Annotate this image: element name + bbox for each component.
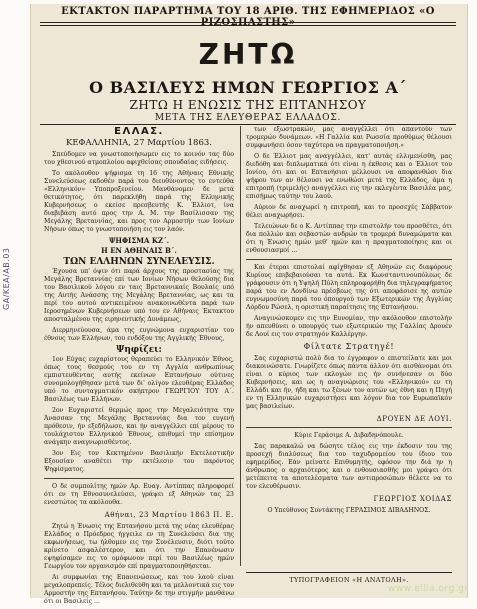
section-rule (246, 427, 452, 428)
masthead-rule-top-2 (40, 25, 456, 26)
article: 2ον Ευχαριστεί θερμώς προς την Μεγαλειότητα την Άνασσαν της Μεγάλης Βρεταννίας δια τον ευγενή πρόθεσιν, ήν εξεδήλωσε, και ήν αναγγέλλει επί μέρους το τουλάχιστον Ελληνικού Έθνους, επιθυμεί την επίσημον ανάγκην αναγνωρισθέντος. (44, 407, 234, 446)
paragraph: των εξωστρακών, μας αναγγέλλει ότι απαντούν των τρομερών δυνάμεων. «Η Γαλλία και Ρωσσία προθύμως θέλουσι συμφωνήσει όσον ταχύτερα να πραγματοποιήση.» (246, 126, 452, 149)
union-line: ΖΗΤΩ Η ΕΝΩΣΙΣ ΤΗΣ ΕΠΤΑΝΗΣΟΥ (129, 98, 367, 112)
letter-signature: ΔΡΟΥΕΝ ΔΕ ΛΟΥΙ. (376, 415, 452, 423)
assembly-heading: ΤΩΝ ΕΛΛΗΝΩΝ ΣΥΝΕΛΕΥΣΙΣ. (63, 257, 215, 267)
article: 1ον Εύχας ευχαρίστους θεραπεύει το Ελληνικόν Έθνος, όπως τους θεσμούς του εν τη Αγγλία ανθρωπίνως εμπιστευθέντας αυτής εκείνων Επτανήσων ούτινες συνομολογήθησαν μετά των δι' ολίγον ελευθέρας Ελλάδος υπό το συνταγματικόν σκήπτρον ΓΕΩΡΓΙΟΥ ΤΟΥ Α΄. Βασιλέως των Ελλήνων. (44, 356, 234, 403)
paragraph: Σπεύδομεν να γνωστοποιήσωμεν εις το κοινόν τας δύο του χθεσινού ατμοπλοίου αφιχθείσας σπουδαίας ειδήσεις. (44, 151, 234, 166)
column-divider (240, 126, 241, 566)
printer-line: ΤΥΠΟΓΡΑΦΕΙΟΝ «Η ΑΝΑΤΟΛΗ». (289, 576, 409, 584)
paragraph: Διερμηνεύουσα, άμα της ευγνώμονα ευχαριστίαν του έθνους των Ελλήνων, του ενδόξου της Αγγλικής Έθνους, (44, 327, 234, 342)
section-rule (246, 259, 452, 260)
letter-signature-2: ΓΕΩΡΓΙΟΣ ΧΟΙΔΑΣ (373, 495, 452, 503)
paragraph: Και έτεραι επιστολαί αφίχθησαν εξ Αθηνών εις διαφόρους Κυρίους επιβεβαιούσαι τα αυτά. Εκ Κωνσταντινουπόλεως δε γράφουσιν ότι η Υψηλή Πύλη επληροφορήθη δια τηλεγραφήματος παρά του εν Λονδίνω πρέσβεως της ότι αποφάσισε ης αυτών ευγνωμοσύνη παρά του όπουργού των Εξωτερικών της Αγγλίας Λόρδου Ρώσελ, η οριστική παραίτησις της Επτανήσου. (246, 264, 452, 311)
paragraph: Το ακόλουθον ψήφισμα τη 16 της Αθήναις Εθνικής Συνελεύσεως εκδοθέν παρά του διευθύνοντος το εντεύθα «Ελληνικόν» Υποπροξενείου. Μανθάνομεν δε μετά θετικότητος, ότι παρεκλήθη παρά της Ελληνικής Κυβερνήσεως ο εκείσε πρεσβευτής Κ. Έλλιοτ, ίνα διαβιβάση αυτό προς την Α. Μ. την Βασίλισσαν της Μεγάλης Βρεταννίας, και προς τον Αρμοστήν των Ιονίων Νήσων όπως το γνωστοποιήση εις τον λαόν. (44, 170, 234, 233)
letter-address: Φίλτατε Στρατηγέ! (303, 342, 395, 351)
section-heading-ellas: ΕΛΛΑΣ. (114, 126, 164, 137)
publisher-line: Ο Υπεύθυνος Συντάκτης ΓΕΡΑΣΙΜΟΣ ΔΙΒΑΔΗΝΟΣ. (267, 507, 431, 514)
paragraph: Τελειώνων δε ο Κ. Αντίππας την επιστολήν του προσθέτει, ότι δια πολλών και σεβαστών ανδρών τα τρομερά δυναμώματα και ότι η Ένωσις ημών μεθ' ημών και η πραγματοποίησις και οι ενθουσιασμοί ... (246, 223, 452, 254)
paragraph: Ο δε συμπολίτης ημών Αρ. Ευαγ. Αντίππας πληροφορεί ότι εν τη Εθνοσυνελεύσει, γράψει εξ Αθηνών τας 23 ενεστώτος τα ακόλουθα. (44, 483, 234, 506)
assembly-line: Η ΕΝ ΑΘΗΝΑΙΣ Β΄. (101, 246, 177, 255)
section-rule (44, 478, 234, 479)
paragraph: Σας ευχαριστώ πολύ δια το έγγραφον ο επιστείλατε και μοι διακοινώσατε. Γνωρίζετε όπως πάντα άλλον ότι αισθάνομαι ότι είναι ο κύριος των εκλογών εις ήν συνήνεσαν οι δύο Κυβερνήσεις, και ως η αναγνώρισις του «Ελληνικού» εν τη Ελλάδι και ήν, ήδη και τω ξένων τον αυτών ως έθνη και η Πηγή εν τη Ελληνικών ευχαριστήσει και λόγον δια τον Ευρωπαϊκόν μας βασιλείων. (246, 355, 452, 410)
paragraph: Αύριον δε αναχωρεί η επιτροπή, και το προσεχές Σάββατον θέλει αναχωρήσει. (246, 204, 452, 219)
right-column (246, 126, 452, 518)
supplement-line: ΕΚΤΑΚΤΟΝ ΠΑΡΑΡΤΗΜΑ ΤΟΥ 18 ΑΡΙΘ. ΤΗΣ ΕΦΗΜΕΡΙΔΟΣ «Ο ΡΙΖΟΣΠΑΣΤΗΣ» (61, 6, 435, 28)
archive-margin-note: GA/KEA/ΑΒ.03 (2, 247, 11, 310)
article: 3ον Εις τον Κεκτημένον Βασιλικήν Εκτελεστικήν Εξουσίαν αναθέτει την εκτέλεσιν του παρόντος Ψηφίσματος. (44, 450, 234, 473)
watermark: www.ellia.org.gr (388, 584, 469, 594)
left-column (44, 126, 234, 609)
masthead-title: ΖΗΤΩ (198, 38, 298, 71)
union-subline: ΜΕΤΑ ΤΗΣ ΕΛΕΥΘΕΡΑΣ ΕΛΛΑΔΟΣ. (154, 113, 342, 123)
paragraph: Αι συμφωνίαι της Επανενώσεως, και του λαού είναι μεγαλοπρεπείς. Τέλος διελιθεύθη και τα μελλοντικά εις τον Αρμοστήν της Επτανήσου. Ταύτην δε την στιγμήν μανθάνω ότι οι Βασιλείς ... (44, 574, 234, 605)
paragraph: Έχουσα υπ' όψιν ότι παρά άρχους της προστασίας της Μεγάλης Βρεταννίας επί των Ιονίων Νήσων θελούσης δια του Βασιλικού λόγου εν ταις Βρεταννικαίς Βουλαίς υπό της Αυτής Ανάσσης της Μεγάλης Βρεταννίας, ως και τα περί του αυτού αντικειμένου ανακοινωθέντα παρά των Ιεροσημένων Κυβερνήσεων υπό του εν Αθήναις Έκτακτου αποσταλμένου της ειρηνευτικής Δυνάμεως, (44, 268, 234, 323)
paragraph: Ο δε Έλλιοτ μας αναγγέλλει, κατ' αυτάς ελλιμενίσθη, μας διεδόθη και διπλωματικά ότι είναι η έκθεσις και ο Έλλιοτ του Ιονίου, ότι και οι Επτανήσιοι μέλλουσι να αποφανθώσι δια ψήφου των αν θέλουσι να ενωθώσι μετά της Ελλάδος, άμα η επιτροπή (τριμελής) αναγγέλλει εις την εκλεγέντα Βασιλέα μας, επισήμως ταύτην του λαού. (246, 153, 452, 200)
resolves-heading: Ψηφίζει: (116, 345, 162, 355)
king-line: Ο ΒΑΣΙΛΕΥΣ ΗΜΩΝ ΓΕΩΡΓΙΟΣ Α΄ (89, 78, 407, 97)
letter-address-2: Κύριε Γεράσιμε Α. Διβαδηνόπουλε. (294, 432, 404, 439)
dateline: ΚΕΦΑΛΛΗΝΙΑ, 27 Μαρτίου 1863. (65, 138, 212, 148)
paragraph: Αναγινώσκομεν εις την Ευνομίαν, την ακόλουθον επιστολήν ήν απευθύνει ο υπουργός των εξωτερικών της Γαλλίας Δρουέν δε Λουί εις τον στρατηγόν Καλλέργην. (246, 315, 452, 338)
letter-date: Αθήναι, 23 Μαρτίου 1863 Π. Ε. (104, 511, 234, 519)
paragraph: Ζητώ η Ένωσις της Επτανήσου μετά της νέας ελευθέρας Ελλάδος ο Πρόεδρος ήγγειλε εν τη Συνελεύσει δια της εκφωνήσεως, τω ήλθομεν εις την Συνέλευσιν, διότι τούτο κρίνετο ασφαλέστερον, και ότι την Επανένωσιν εψηφίσαμεν εις το ομόφωνον περί του Βασιλέως ημών Γεωργίου τον οργανισμόν επί πραγματοποιηθήσεται. (44, 523, 234, 570)
masthead-rule-bottom (40, 124, 456, 125)
paragraph: Σας παρακαλώ να δώσητε τέλος εις την έκδοσιν του της προσεχή διαλύσεως δια του ταχυδρομείου του ίδιου του εφημερίδος. Εάν μείνατε Επιθυμητής, εφόσον την διά ην η άνθρωπος ο αρχαιότερος και ο ενθουσιασθής μοι γράψει ότι μετέπειτα τα αποτελέσματα των αντιπροσώπων θέλετε να το τον ελευθέρωσιν. (246, 443, 452, 490)
footer-rule (246, 572, 452, 573)
decree-number: ΨΗΦΙΣΜΑ ΚΖ΄. (108, 236, 170, 245)
masthead-rule-top (40, 22, 456, 23)
